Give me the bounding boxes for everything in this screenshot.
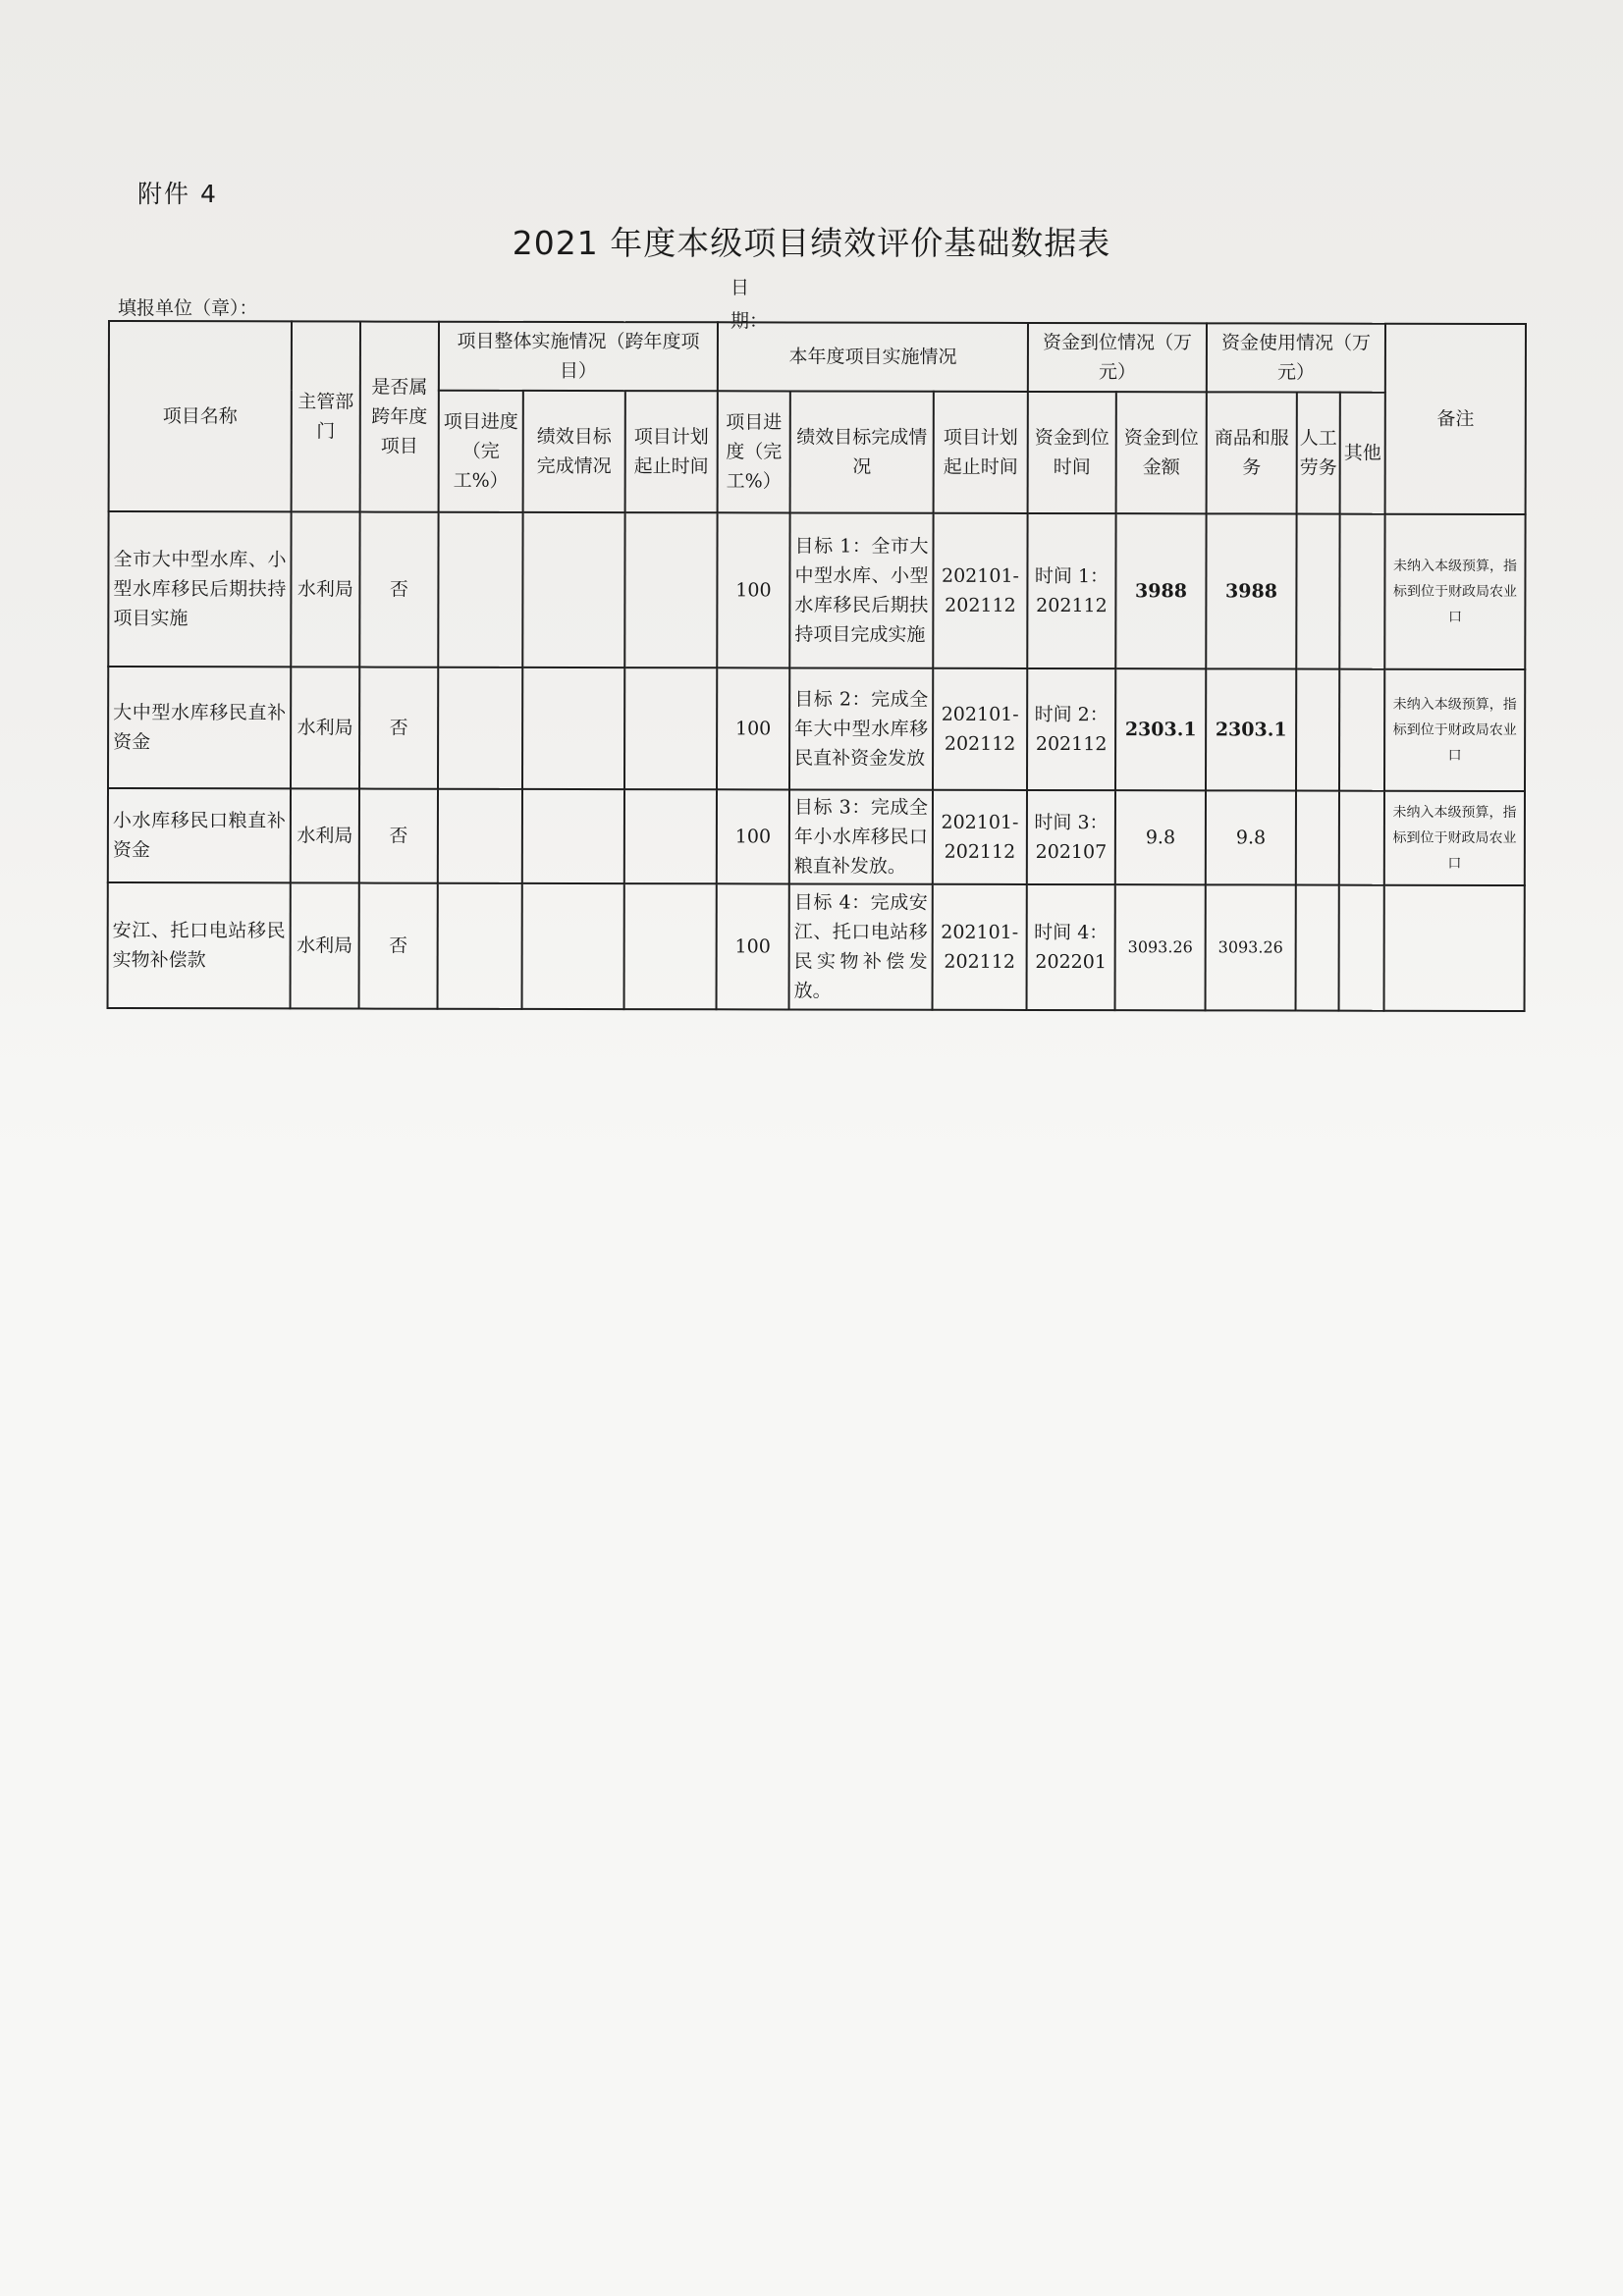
header-project-name: 项目名称 [109,321,292,511]
cell-arrival-amount: 3093.26 [1115,884,1206,1010]
cell-remark: 未纳入本级预算，指标到位于财政局农业口 [1384,514,1525,669]
cell-overall-schedule [624,667,717,789]
table-row [108,882,1525,1011]
cell-arrival-amount: 3988 [1115,513,1206,668]
cell-schedule: 202101-202112 [933,790,1027,884]
cell-department: 水利局 [291,667,359,788]
cell-overall-target [522,512,624,667]
cell-arrival-amount: 2303.1 [1115,668,1206,790]
cell-goods-services: 3093.26 [1206,884,1296,1010]
cell-labor [1296,514,1339,669]
cell-arrival-time: 时间 1：202112 [1027,513,1115,668]
cell-labor [1296,885,1339,1011]
cell-remark: 未纳入本级预算，指标到位于财政局农业口 [1384,669,1525,791]
cell-remark [1384,885,1525,1011]
cell-project-name: 安江、托口电站移民实物补偿款 [108,882,291,1008]
cell-overall-progress [438,789,522,883]
cell-project-name: 小水库移民口粮直补资金 [108,788,291,882]
cell-progress: 100 [717,667,789,789]
cell-overall-progress [438,883,522,1009]
cell-other [1339,514,1384,669]
cell-department: 水利局 [291,788,359,882]
filling-unit-label: 填报单位（章）： [118,297,258,319]
cell-project-name: 全市大中型水库、小型水库移民后期扶持项目实施 [108,511,291,667]
attachment-label: 附件 4 [137,180,218,208]
cell-overall-target [522,667,624,789]
header-arrival-time: 资金到位时间 [1028,392,1116,513]
header-labor: 人工劳务 [1297,393,1340,514]
cell-arrival-time: 时间 4：202201 [1027,884,1115,1010]
cell-overall-schedule [624,789,717,883]
cell-arrival-amount: 9.8 [1115,790,1206,884]
cell-multi-year: 否 [359,667,438,789]
cell-overall-target [522,789,624,883]
header-overall-group: 项目整体实施情况（跨年度项目） [439,322,718,392]
cell-multi-year: 否 [359,789,438,883]
table-row [108,667,1525,791]
cell-other [1339,669,1384,791]
cell-arrival-time: 时间 2：202112 [1027,668,1115,790]
cell-target: 目标 2：完成全年大中型水库移民直补资金发放 [789,667,933,789]
cell-overall-schedule [624,883,717,1009]
header-arrival-amount: 资金到位金额 [1116,392,1207,513]
cell-arrival-time: 时间 3：202107 [1027,790,1115,884]
cell-goods-services: 2303.1 [1206,668,1296,790]
header-other: 其他 [1340,393,1385,514]
header-remarks: 备注 [1385,324,1526,514]
cell-overall-schedule [624,512,717,667]
header-overall-target: 绩效目标完成情况 [523,391,625,512]
cell-target: 目标 3：完成全年小水库移民口粮直补发放。 [789,789,933,883]
cell-progress: 100 [717,512,789,667]
cell-overall-progress [438,667,522,789]
cell-multi-year: 否 [359,883,438,1009]
header-multi-year: 是否属跨年度项目 [360,322,439,512]
cell-department: 水利局 [291,511,359,667]
header-goods-services: 商品和服务 [1207,392,1297,513]
header-overall-schedule: 项目计划起止时间 [625,391,718,512]
cell-target: 目标 1：全市大中型水库、小型水库移民后期扶持项目完成实施 [789,512,933,667]
date-label: 日期： [730,277,769,332]
cell-progress: 100 [717,789,789,883]
cell-other [1339,791,1384,885]
header-annual-target: 绩效目标完成情况 [790,391,934,512]
table-row [108,511,1525,669]
header-annual-progress: 项目进度（完工%） [718,391,790,512]
cell-schedule: 202101-202112 [933,513,1027,668]
cell-department: 水利局 [291,882,359,1008]
cell-progress: 100 [717,883,789,1009]
cell-goods-services: 9.8 [1206,790,1296,884]
cell-overall-progress [438,512,522,667]
cell-labor [1296,791,1339,885]
cell-labor [1296,669,1339,791]
header-funds-usage-group: 资金使用情况（万元） [1207,323,1385,392]
performance-data-table [107,320,1528,1012]
cell-schedule: 202101-202112 [933,668,1027,790]
header-row-1 [109,321,1526,393]
header-department: 主管部门 [292,321,360,511]
header-annual-group: 本年度项目实施情况 [718,322,1028,392]
cell-schedule: 202101-202112 [933,884,1027,1010]
header-funds-arrival-group: 资金到位情况（万元） [1028,323,1207,392]
header-overall-progress: 项目进度（完工%） [439,391,523,512]
cell-project-name: 大中型水库移民直补资金 [108,667,291,788]
cell-remark: 未纳入本级预算，指标到位于财政局农业口 [1384,791,1525,885]
page-title: 2021 年度本级项目绩效评价基础数据表 [512,224,1111,262]
cell-target: 目标 4：完成安江、托口电站移民实物补偿发放。 [789,883,933,1009]
cell-multi-year: 否 [359,512,438,667]
cell-goods-services: 3988 [1206,513,1296,668]
cell-other [1339,885,1384,1011]
table-row [108,788,1525,885]
header-annual-schedule: 项目计划起止时间 [934,392,1028,513]
cell-overall-target [522,883,624,1009]
